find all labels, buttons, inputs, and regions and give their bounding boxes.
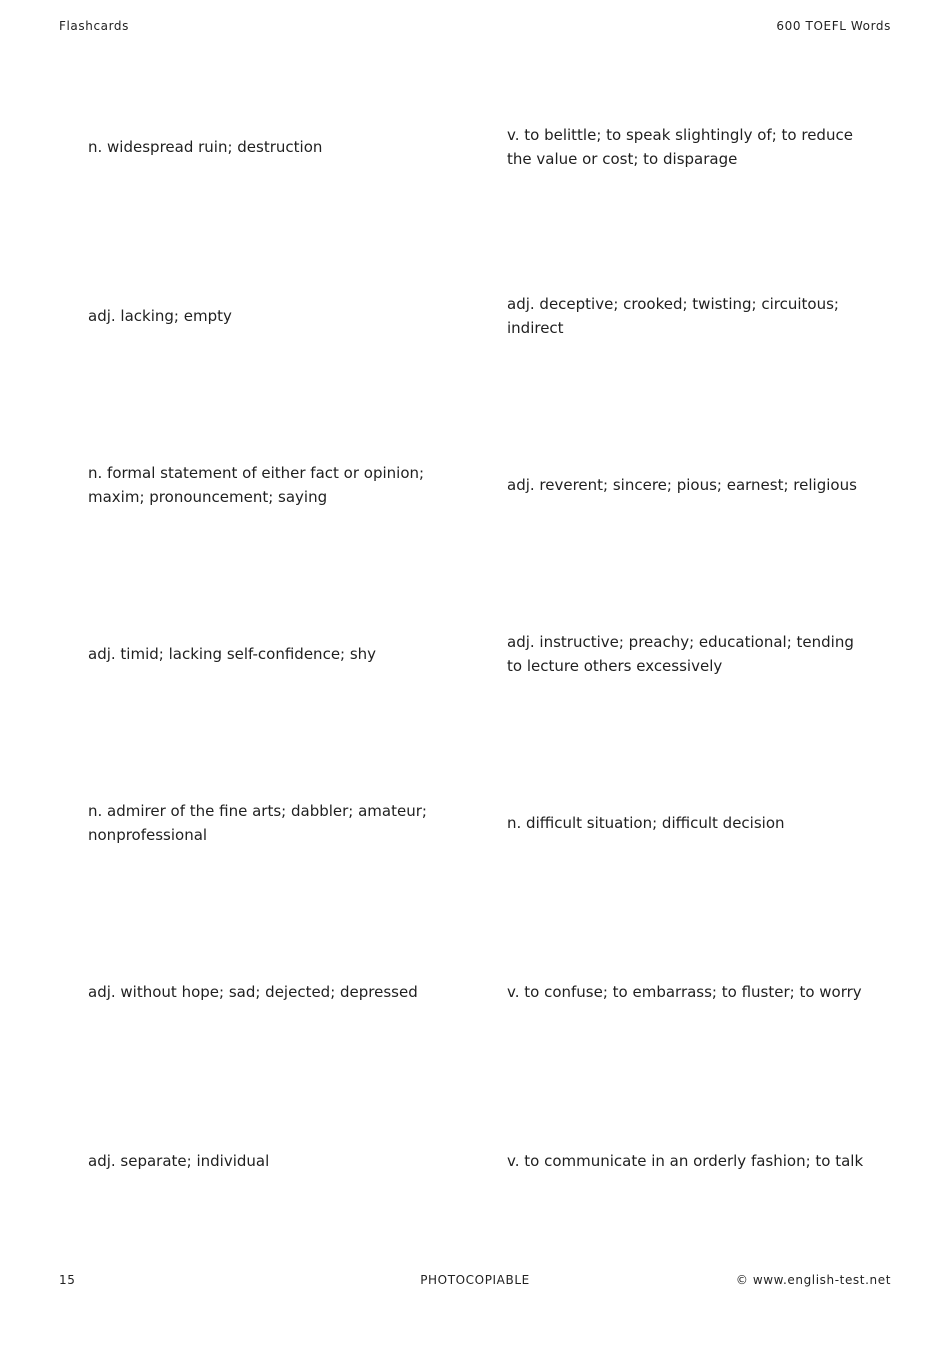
flashcard-definition-right: adj. reverent; sincere; pious; earnest; religious xyxy=(507,475,857,494)
copyright-notice: © www.english-test.net xyxy=(735,1273,891,1287)
flashcard-row xyxy=(0,400,950,569)
header-book-title: 600 TOEFL Words xyxy=(776,19,891,33)
page-number: 15 xyxy=(59,1273,76,1287)
header-section-title: Flashcards xyxy=(59,19,129,33)
photocopiable-label: PHOTOCOPIABLE xyxy=(420,1273,530,1287)
flashcard-definition-right: n. difficult situation; difficult decision xyxy=(507,813,785,832)
flashcard-row xyxy=(0,738,950,907)
flashcard-definition-left: adj. without hope; sad; dejected; depressed xyxy=(88,982,418,1001)
flashcard-definition-right: v. to confuse; to embarrass; to fluster; to worry xyxy=(507,982,862,1001)
flashcard-definition-right: v. to belittle; to speak slightingly of; to reduce the value or cost; to disparage xyxy=(507,125,853,168)
flashcard-definition-left: n. formal statement of either fact or opinion; maxim; pronouncement; saying xyxy=(88,463,425,506)
flashcard-definition-left: n. widespread ruin; destruction xyxy=(88,137,323,156)
flashcard-definition-right: adj. instructive; preachy; educational; tending to lecture others excessively xyxy=(507,632,854,675)
flashcard-definition-left: adj. timid; lacking self-confidence; shy xyxy=(88,644,377,663)
flashcard-row xyxy=(0,62,950,231)
flashcard-definition-right: v. to communicate in an orderly fashion; to talk xyxy=(507,1151,864,1170)
flashcard-grid xyxy=(0,62,950,1245)
flashcard-definition-left: n. admirer of the fine arts; dabbler; amateur; nonprofessional xyxy=(88,801,427,844)
flashcard-row xyxy=(0,1076,950,1245)
flashcard-row xyxy=(0,569,950,738)
flashcard-row xyxy=(0,231,950,400)
flashcard-row xyxy=(0,907,950,1076)
flashcard-definition-left: adj. lacking; empty xyxy=(88,306,232,325)
flashcard-definition-right: adj. deceptive; crooked; twisting; circuitous; indirect xyxy=(507,294,839,337)
flashcard-definition-left: adj. separate; individual xyxy=(88,1151,270,1170)
